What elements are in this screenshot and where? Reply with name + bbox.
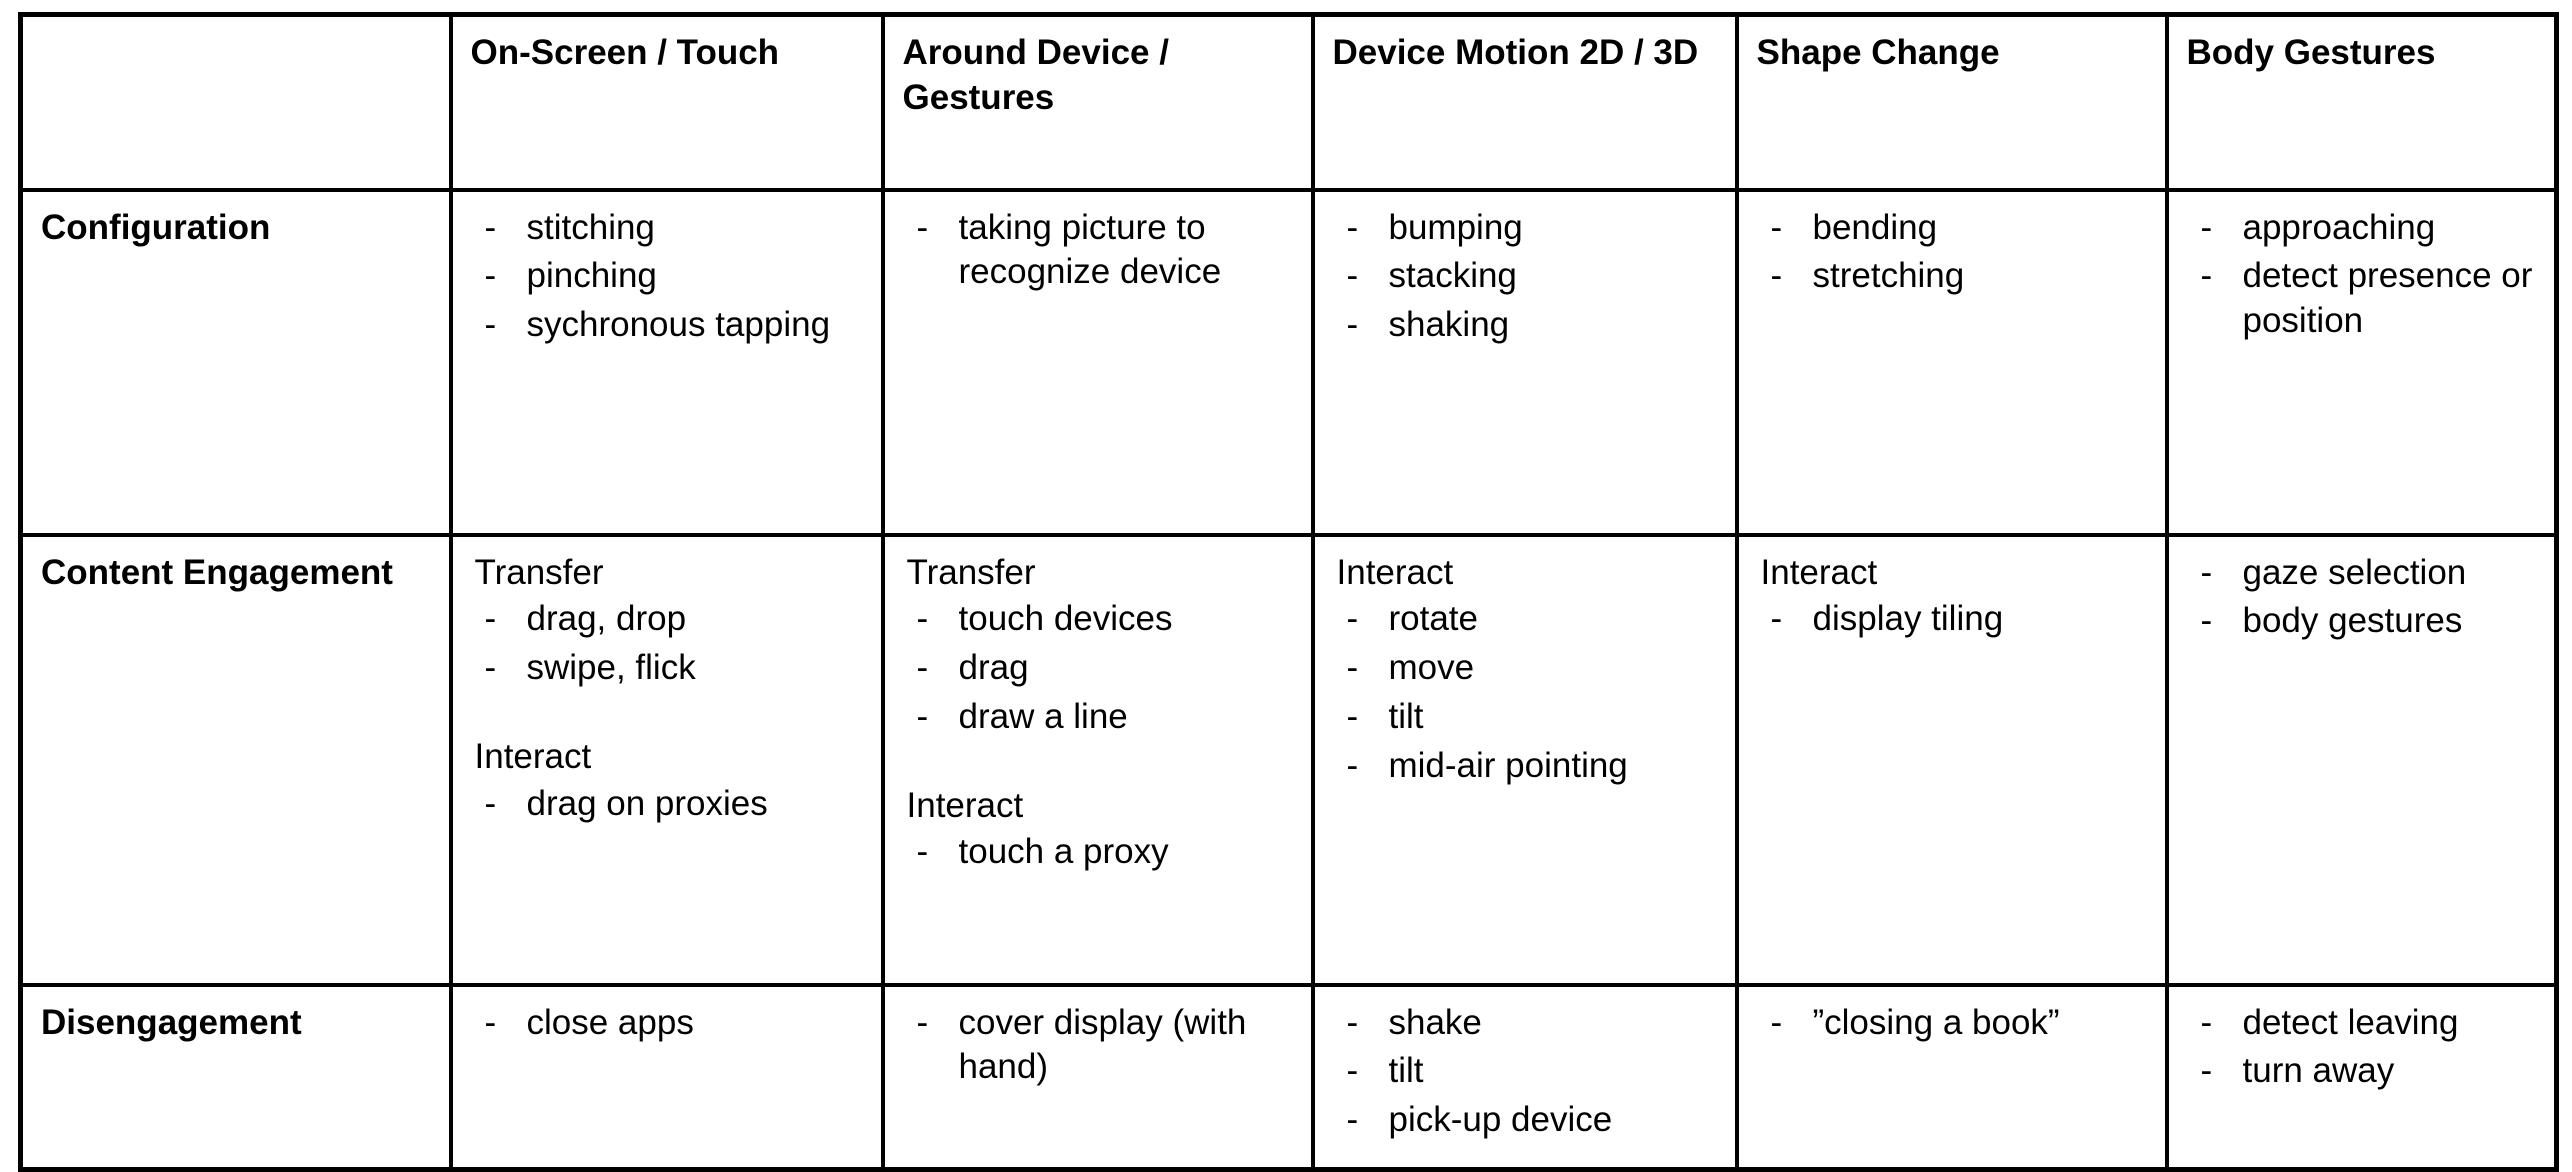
- dash-bullet: -: [916, 207, 929, 247]
- cell-configuration-on-screen-touch: [451, 190, 883, 535]
- list-item: [471, 597, 865, 642]
- dash-bullet: -: [1346, 1002, 1359, 1042]
- list-item: [1757, 254, 2149, 299]
- item-group: [903, 206, 1295, 296]
- item-group: [471, 735, 865, 827]
- list-item: [471, 254, 865, 299]
- list-item-label: turn away: [2242, 1051, 2395, 1091]
- list-item-label: taking picture to recognize device: [958, 207, 1222, 292]
- list-item-label: touch devices: [958, 599, 1173, 639]
- list-item: [1333, 206, 1719, 251]
- item-list: [1757, 597, 2149, 642]
- list-item-label: drag: [958, 648, 1029, 688]
- list-item: [903, 1001, 1295, 1091]
- list-item: [2187, 1049, 2539, 1094]
- item-group: [1333, 551, 1719, 789]
- dash-bullet: -: [1770, 256, 1783, 296]
- item-group: [1757, 551, 2149, 643]
- item-list: [471, 206, 865, 348]
- list-item-label: cover display (with hand): [958, 1002, 1247, 1087]
- list-item-label: pinching: [526, 256, 657, 296]
- list-item-label: shaking: [1388, 305, 1510, 345]
- cell-engagement-shape-change: [1737, 535, 2167, 985]
- cell-engagement-device-motion: [1313, 535, 1737, 985]
- list-item: [2187, 1001, 2539, 1046]
- table-row: [21, 190, 2557, 535]
- item-list: [1333, 597, 1719, 788]
- group-title: Interact: [474, 736, 592, 776]
- list-item-label: body gestures: [2242, 601, 2463, 641]
- item-group: [1757, 1001, 2149, 1046]
- dash-bullet: -: [916, 648, 929, 688]
- interaction-taxonomy-table: [18, 12, 2559, 1172]
- item-group: [1333, 1001, 1719, 1143]
- group-title: Interact: [1760, 552, 1878, 592]
- item-list: [2187, 551, 2539, 645]
- list-item-label: detect presence or position: [2242, 256, 2533, 341]
- dash-bullet: -: [2200, 256, 2213, 296]
- cell-disengagement-shape-change: [1737, 985, 2167, 1170]
- dash-bullet: -: [2200, 601, 2213, 641]
- list-item: [903, 695, 1295, 740]
- list-item-label: stretching: [1812, 256, 1965, 296]
- dash-bullet: -: [484, 1002, 497, 1042]
- list-item-label: move: [1388, 648, 1475, 688]
- item-group: [471, 1001, 865, 1046]
- cell-configuration-device-motion: [1313, 190, 1737, 535]
- list-item-label: stacking: [1388, 256, 1517, 296]
- list-item-label: drag on proxies: [526, 783, 768, 823]
- list-item-label: touch a proxy: [958, 832, 1169, 872]
- item-list: [471, 782, 865, 827]
- cell-disengagement-body-gestures: [2167, 985, 2557, 1170]
- dash-bullet: -: [1346, 305, 1359, 345]
- list-item: [1333, 695, 1719, 740]
- list-item: [1333, 1049, 1719, 1094]
- item-list: [2187, 1001, 2539, 1095]
- list-item: [1757, 597, 2149, 642]
- dash-bullet: -: [2200, 207, 2213, 247]
- dash-bullet: -: [1346, 207, 1359, 247]
- dash-bullet: -: [484, 599, 497, 639]
- dash-bullet: -: [1770, 599, 1783, 639]
- item-list: [471, 1001, 865, 1046]
- cell-disengagement-on-screen-touch: [451, 985, 883, 1170]
- item-group: [2187, 1001, 2539, 1095]
- column-header-around-device-gestures: Around Device / Gestures: [883, 15, 1313, 190]
- list-item: [1757, 206, 2149, 251]
- list-item-label: tilt: [1388, 1051, 1424, 1091]
- list-item: [471, 646, 865, 691]
- list-item: [1333, 303, 1719, 348]
- row-header-content-engagement: Content Engagement: [21, 535, 451, 985]
- dash-bullet: -: [484, 305, 497, 345]
- item-list: [903, 597, 1295, 739]
- dash-bullet: -: [916, 1002, 929, 1042]
- list-item-label: tilt: [1388, 696, 1424, 736]
- list-item-label: shake: [1388, 1002, 1482, 1042]
- cell-engagement-body-gestures: [2167, 535, 2557, 985]
- list-item-label: bending: [1812, 207, 1938, 247]
- item-list: [471, 597, 865, 691]
- list-item: [2187, 206, 2539, 251]
- list-item: [2187, 599, 2539, 644]
- item-list: [2187, 206, 2539, 344]
- dash-bullet: -: [1346, 648, 1359, 688]
- column-header-body-gestures: Body Gestures: [2167, 15, 2557, 190]
- dash-bullet: -: [916, 696, 929, 736]
- list-item-label: stitching: [526, 207, 655, 247]
- list-item: [471, 303, 865, 348]
- table-header-row: [21, 15, 2557, 190]
- dash-bullet: -: [1346, 1100, 1359, 1140]
- table-row: [21, 535, 2557, 985]
- list-item-label: gaze selection: [2242, 552, 2467, 592]
- column-header-on-screen-touch: On-Screen / Touch: [451, 15, 883, 190]
- cell-configuration-shape-change: [1737, 190, 2167, 535]
- list-item: [1333, 744, 1719, 789]
- dash-bullet: -: [484, 207, 497, 247]
- list-item: [1333, 1098, 1719, 1143]
- list-item-label: close apps: [526, 1002, 694, 1042]
- list-item: [2187, 254, 2539, 344]
- list-item: [471, 1001, 865, 1046]
- dash-bullet: -: [2200, 1002, 2213, 1042]
- column-header-device-motion: Device Motion 2D / 3D: [1313, 15, 1737, 190]
- group-title: Interact: [906, 785, 1024, 825]
- column-header-shape-change: Shape Change: [1737, 15, 2167, 190]
- dash-bullet: -: [916, 832, 929, 872]
- list-item-label: sychronous tapping: [526, 305, 831, 345]
- group-title: Transfer: [474, 552, 604, 592]
- item-list: [1757, 206, 2149, 300]
- dash-bullet: -: [916, 599, 929, 639]
- dash-bullet: -: [1346, 745, 1359, 785]
- list-item: [1333, 597, 1719, 642]
- list-item-label: bumping: [1388, 207, 1523, 247]
- item-list: [1757, 1001, 2149, 1046]
- list-item-label: display tiling: [1812, 599, 2004, 639]
- dash-bullet: -: [484, 783, 497, 823]
- group-title: Transfer: [906, 552, 1036, 592]
- dash-bullet: -: [2200, 1051, 2213, 1091]
- item-group: [903, 784, 1295, 876]
- dash-bullet: -: [1770, 1002, 1783, 1042]
- cell-disengagement-device-motion: [1313, 985, 1737, 1170]
- dash-bullet: -: [1770, 207, 1783, 247]
- list-item: [903, 830, 1295, 875]
- dash-bullet: -: [1346, 599, 1359, 639]
- list-item-label: draw a line: [958, 696, 1128, 736]
- dash-bullet: -: [1346, 256, 1359, 296]
- cell-configuration-body-gestures: [2167, 190, 2557, 535]
- list-item-label: swipe, flick: [526, 648, 696, 688]
- list-item-label: drag, drop: [526, 599, 687, 639]
- item-group: [903, 1001, 1295, 1091]
- cell-engagement-around-device: [883, 535, 1313, 985]
- dash-bullet: -: [1346, 1051, 1359, 1091]
- list-item: [903, 206, 1295, 296]
- item-group: [1333, 206, 1719, 348]
- item-group: [471, 206, 865, 348]
- list-item: [2187, 551, 2539, 596]
- item-group: [903, 551, 1295, 740]
- dash-bullet: -: [484, 648, 497, 688]
- dash-bullet: -: [1346, 696, 1359, 736]
- list-item: [903, 646, 1295, 691]
- list-item: [903, 597, 1295, 642]
- item-group: [471, 551, 865, 691]
- cell-disengagement-around-device: [883, 985, 1313, 1170]
- item-list: [903, 206, 1295, 296]
- list-item: [1757, 1001, 2149, 1046]
- item-group: [1757, 206, 2149, 300]
- list-item: [471, 782, 865, 827]
- item-list: [903, 1001, 1295, 1091]
- dash-bullet: -: [2200, 552, 2213, 592]
- item-list: [1333, 206, 1719, 348]
- list-item: [471, 206, 865, 251]
- table-row: [21, 985, 2557, 1170]
- list-item-label: mid-air pointing: [1388, 745, 1628, 785]
- dash-bullet: -: [484, 256, 497, 296]
- item-group: [2187, 551, 2539, 645]
- item-list: [903, 830, 1295, 875]
- list-item-label: ”closing a book”: [1812, 1002, 2060, 1042]
- list-item-label: pick-up device: [1388, 1100, 1613, 1140]
- list-item: [1333, 254, 1719, 299]
- cell-configuration-around-device: [883, 190, 1313, 535]
- list-item-label: rotate: [1388, 599, 1478, 639]
- list-item: [1333, 646, 1719, 691]
- row-header-configuration: Configuration: [21, 190, 451, 535]
- cell-engagement-on-screen-touch: [451, 535, 883, 985]
- item-group: [2187, 206, 2539, 344]
- group-title: Interact: [1336, 552, 1454, 592]
- list-item-label: detect leaving: [2242, 1002, 2459, 1042]
- list-item-label: approaching: [2242, 207, 2436, 247]
- corner-cell: [21, 15, 451, 190]
- item-list: [1333, 1001, 1719, 1143]
- list-item: [1333, 1001, 1719, 1046]
- row-header-disengagement: Disengagement: [21, 985, 451, 1170]
